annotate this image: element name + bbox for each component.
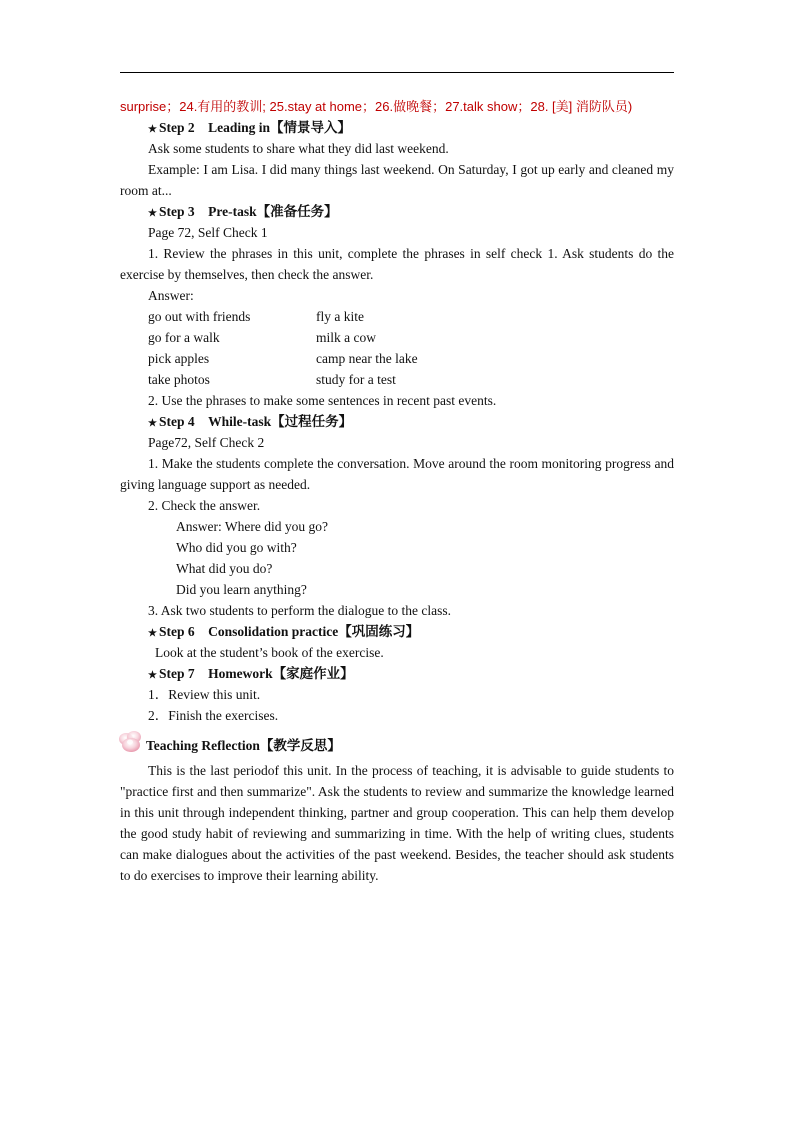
step2-heading: ★ Step 2 Leading in【情景导入】 [148, 120, 352, 136]
step3-page-ref: Page 72, Self Check 1 [148, 225, 268, 240]
reflection-heading [120, 732, 674, 760]
step4-heading: ★ Step 4 While-task【过程任务】 [148, 414, 353, 430]
reflection-title: Teaching Reflection【教学反思】 [146, 738, 341, 754]
step4-answer: Did you learn anything? [176, 582, 307, 597]
reflection-text: This is the last periodof this unit. In the process of teaching, it is advisable to guide students to "practice first and then summarize". Ask the students to review and summarize the knowledge learned in this unit through independent thinking, partner and group cooperation. This can help them develop the good study habit of reviewing and summarizing in time. With the help of writing clues, students can make dialogues about the activities of the past weekend. Besides, the teacher should ask students to do exercises to improve their learning ability. [120, 763, 674, 883]
step4-answer: Answer: Where did you go? [176, 519, 328, 534]
step4-page-ref: Page72, Self Check 2 [148, 435, 265, 450]
vocab-answer-line [120, 96, 674, 117]
step3-heading: ★ Step 3 Pre-task【准备任务】 [148, 204, 338, 220]
star-icon: ★ [148, 628, 157, 639]
phrase-row: go out with friends fly a kite [148, 309, 364, 324]
homework-item: 1．Review this unit. [148, 687, 261, 702]
step2-text: Ask some students to share what they did last weekend. [148, 141, 449, 156]
step4-item2: 2. Check the answer. [148, 498, 261, 513]
phrase-row: go for a walk milk a cow [148, 330, 376, 345]
star-icon: ★ [148, 124, 157, 135]
vocab-answer-text: surprise；24.有用的教训; 25.stay at home；26.做晚餐；27.talk show；28. [美] 消防队员) [120, 99, 633, 114]
step4-item1: 1. Make the students complete the conversation. Move around the room monitoring progress and giving language support as needed. [120, 456, 674, 492]
step6-heading: ★ Step 6 Consolidation practice【巩固练习】 [148, 624, 420, 640]
step4-answer: Who did you go with? [176, 540, 297, 555]
document-body [120, 96, 674, 886]
step3-item1: 1. Review the phrases in this unit, complete the phrases in self check 1. Ask students do the exercise by themselves, then check the answer. [120, 246, 674, 282]
step6-text: Look at the student’s book of the exercise. [155, 645, 384, 660]
answer-label: Answer: [148, 288, 194, 303]
star-icon: ★ [148, 418, 157, 429]
homework-item: 2．Finish the exercises. [148, 708, 279, 723]
step7-heading: ★ Step 7 Homework【家庭作业】 [148, 666, 354, 682]
star-icon: ★ [148, 670, 157, 681]
step2-example: Example: I am Lisa. I did many things last weekend. On Saturday, I got up early and cleaned my room at... [120, 162, 674, 198]
flower-icon [118, 730, 144, 754]
star-icon: ★ [148, 208, 157, 219]
step4-answer: What did you do? [176, 561, 273, 576]
header-rule [120, 72, 674, 73]
step3-item2: 2. Use the phrases to make some sentences in recent past events. [148, 393, 497, 408]
step4-item3: 3. Ask two students to perform the dialogue to the class. [148, 603, 451, 618]
phrase-row: take photos study for a test [148, 372, 396, 387]
phrase-row: pick apples camp near the lake [148, 351, 418, 366]
